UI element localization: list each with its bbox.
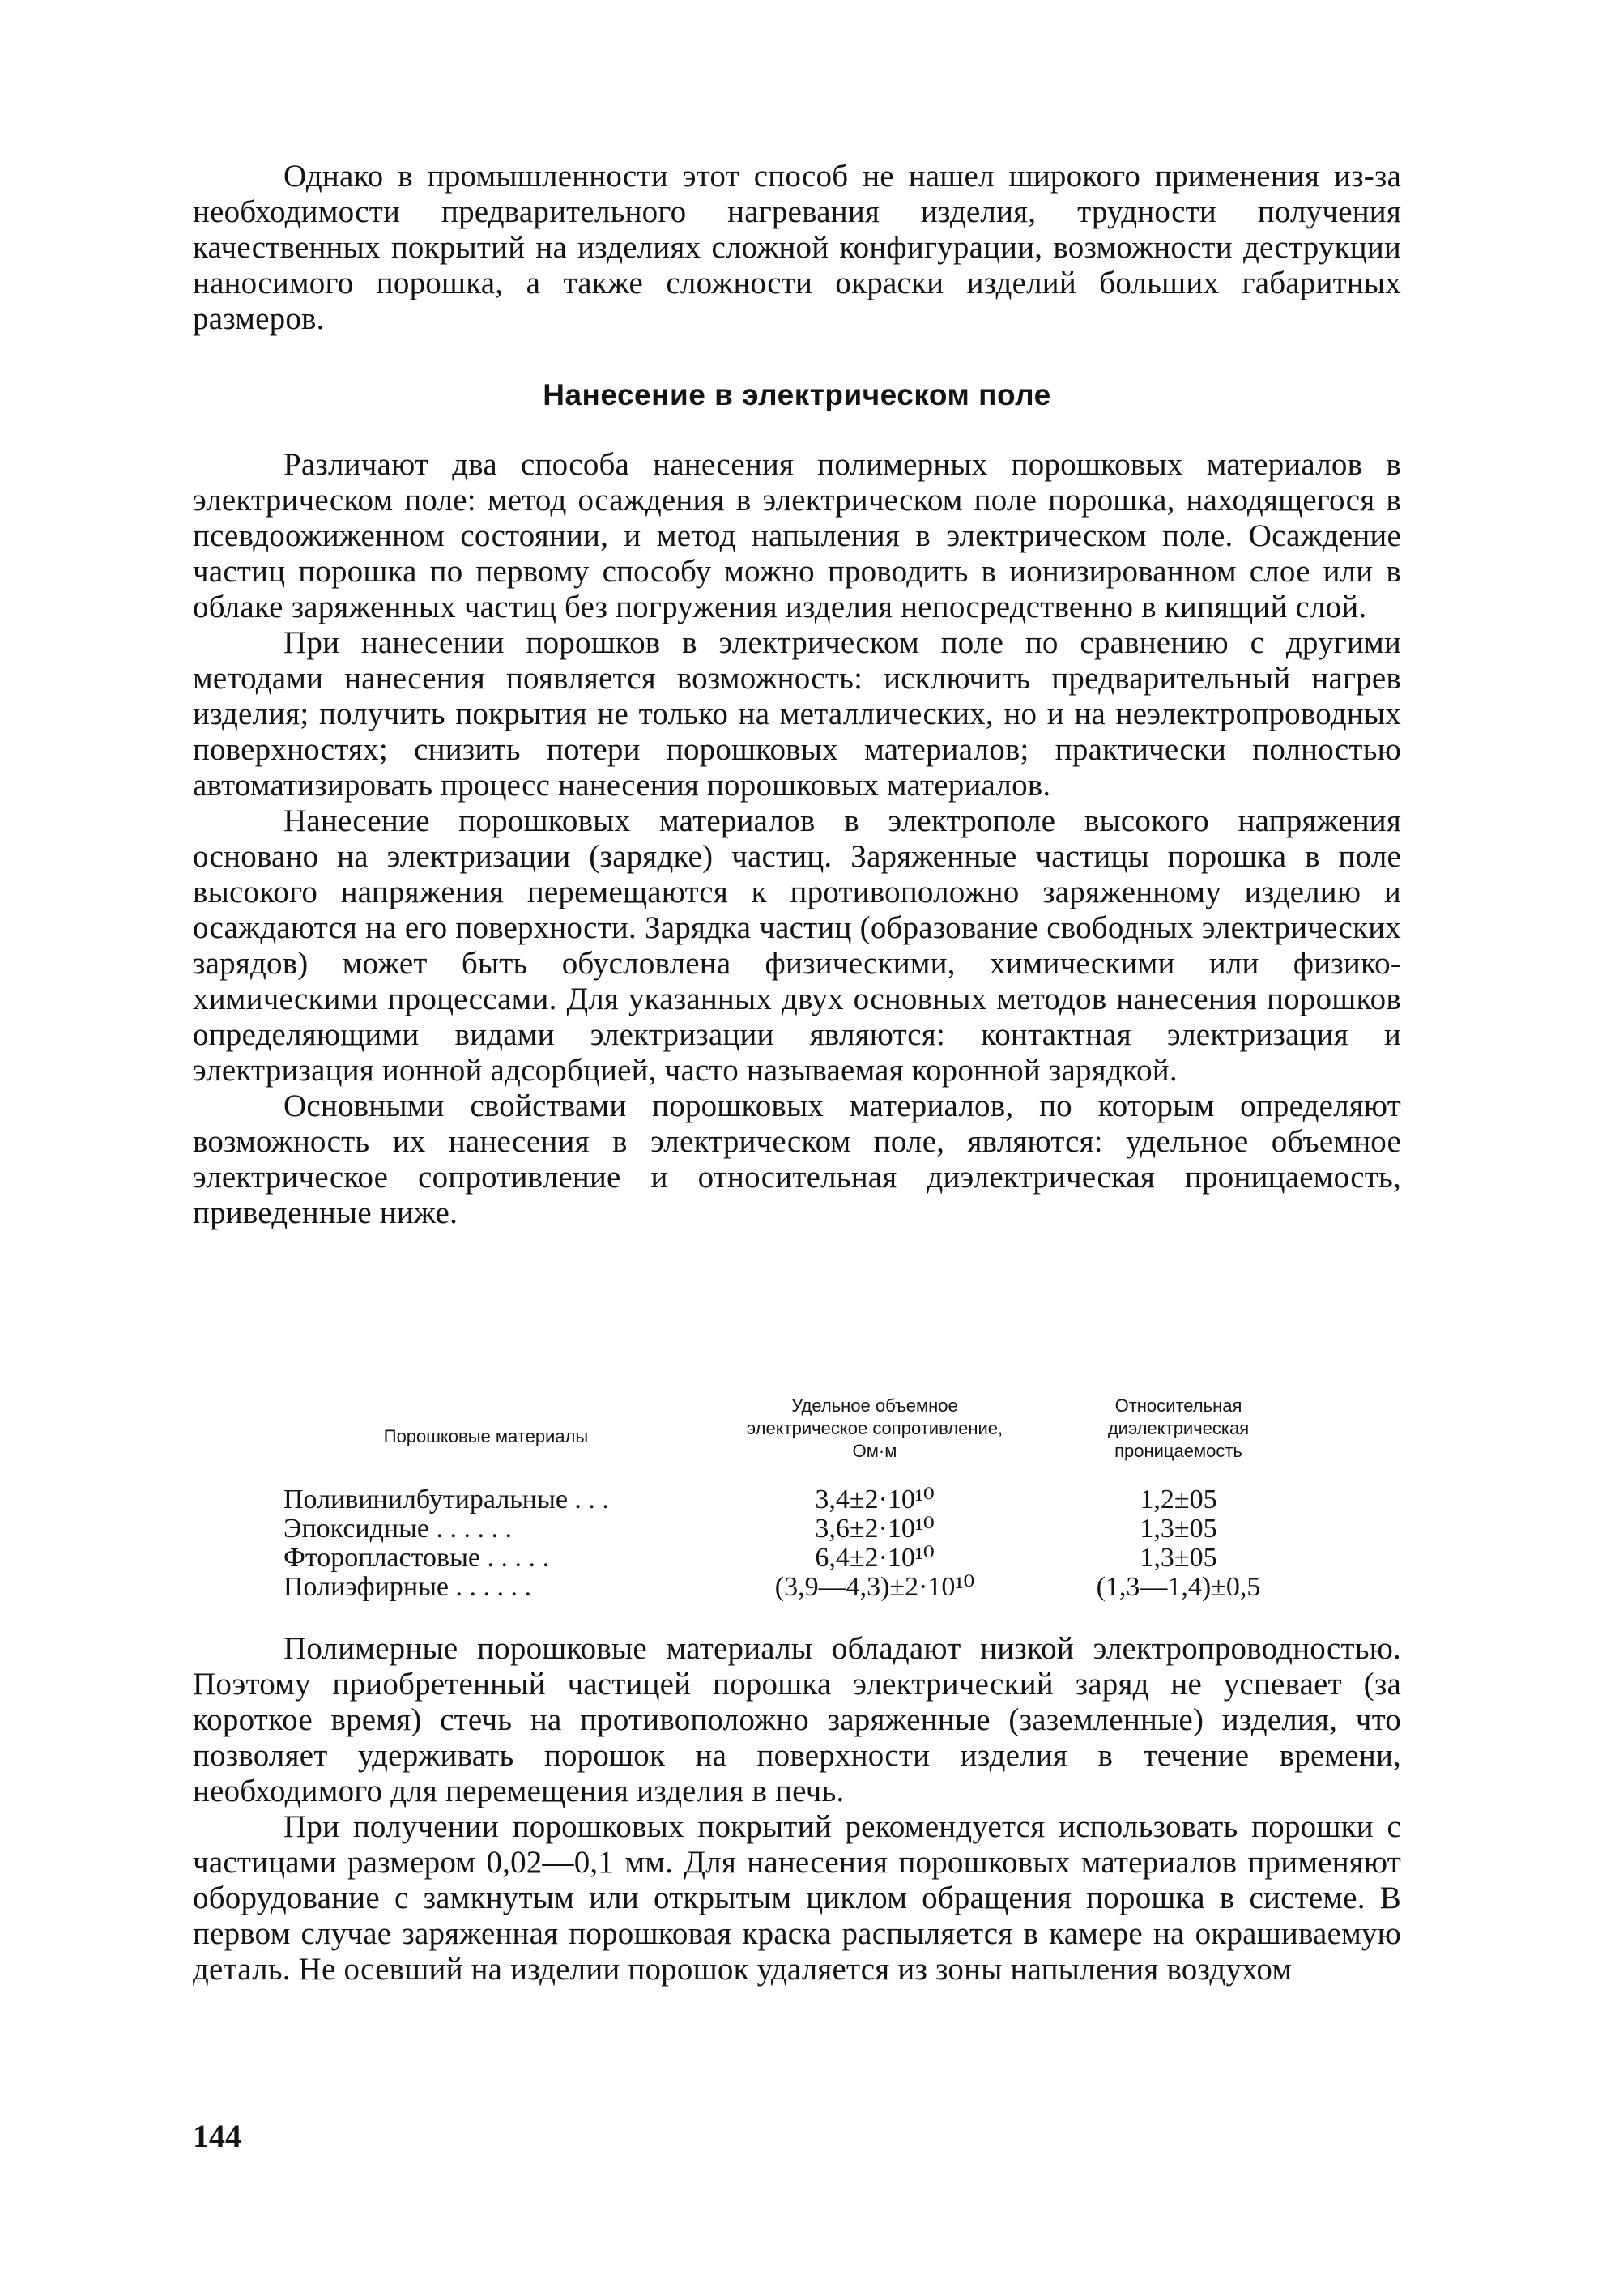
header-resistivity: Удельное объемное электрическое сопротивление, Ом·м (746, 1395, 1003, 1461)
cell-permittivity: 1,2±05 (1140, 1485, 1217, 1514)
cell-resistivity: (3,9—4,3)±2·10¹⁰ (774, 1572, 975, 1602)
section-heading: Нанесение в электрическом поле (543, 378, 1051, 411)
paragraph: Полимерные порошковые материалы обладают низкой электропроводностью. Поэтому приобретенный частицей порошка электрический заряд не успевает (за короткое время) стечь на противоположно заряженные (заземленные) изделия, что позволяет удерживать порошок на поверхности изделия в течение времени, необходимого для перемещения изделия в печь. (193, 1631, 1401, 1808)
table-row (283, 1485, 1312, 1514)
paragraph: Различают два способа нанесения полимерных порошковых материалов в электрическом поле: метод осаждения в электрическом поле порошка, находящегося в псевдоожиженном состоянии, и метод напыления в электрическом поле. Осаждение частиц порошка по первому способу можно проводить в ионизированном слое или в облаке заряженных частиц без погружения изделия непосредственно в кипящий слой. (193, 447, 1401, 624)
page-number: 144 (193, 2118, 241, 2154)
cell-permittivity: (1,3—1,4)±0,5 (1096, 1572, 1261, 1602)
paragraph: Нанесение порошковых материалов в электрополе высокого напряжения основано на электризации (зарядке) частиц. Заряженные частицы порошка в поле высокого напряжения перемещаются к противоположно заряженному изделию и осаждаются на его поверхности. Зарядка частиц (образование свободных электрических зарядов) может быть обусловлена физическими, химическими или физико-химическими процессами. Для указанных двух основных методов нанесения порошков определяющими видами электризации являются: контактная электризация и электризация ионной адсорбцией, часто называемая коронной зарядкой. (193, 803, 1401, 1088)
section-body (193, 447, 1401, 1231)
header-materials: Порошковые материалы (383, 1426, 589, 1446)
cell-permittivity: 1,3±05 (1140, 1543, 1217, 1573)
paragraph: При получении порошковых покрытий рекомендуется использовать порошки с частицами размером 0,02—0,1 мм. Для нанесения порошковых материалов применяют оборудование с замкнутым или открытым циклом обращения порошка в системе. В первом случае заряженная порошковая краска распыляется в камере на окрашиваемую деталь. Не осевший на изделии порошок удаляется из зоны напыления воздухом (193, 1809, 1401, 1987)
cell-material: Поливинилбутиральные . . . (283, 1485, 609, 1514)
cell-material: Полиэфирные . . . . . . (283, 1573, 532, 1602)
cell-resistivity: 3,6±2·10¹⁰ (815, 1514, 935, 1544)
intro-text (193, 159, 1401, 337)
table-row (283, 1514, 1312, 1544)
cell-resistivity: 6,4±2·10¹⁰ (815, 1543, 935, 1573)
table-row (283, 1544, 1312, 1573)
table-header (283, 1395, 1312, 1485)
properties-table (283, 1395, 1312, 1602)
paragraph: При нанесении порошков в электрическом поле по сравнению с другими методами нанесения появляется возможность: исключить предварительный нагрев изделия; получить покрытия не только на металлических, но и на неэлектропроводных поверхностях; снизить потери порошковых материалов; практически полностью автоматизировать процесс нанесения порошковых материалов. (193, 625, 1401, 803)
cell-material: Фторопластовые . . . . . (283, 1544, 550, 1573)
paragraph: Основными свойствами порошковых материалов, по которым определяют возможность их нанесения в электрическом поле, являются: удельное объемное электрическое сопротивление и относительная диэлектрическая проницаемость, приведенные ниже. (193, 1088, 1401, 1230)
cell-material: Эпоксидные . . . . . . (283, 1514, 513, 1544)
table-row (283, 1573, 1312, 1602)
closing-text (193, 1631, 1401, 1987)
paragraph-intro: Однако в промышленности этот способ не нашел широкого применения из-за необходимости предварительного нагревания изделия, трудности получения качественных покрытий на изделиях сложной конфигурации, возможности деструкции наносимого порошка, а также сложности окраски изделий больших габаритных размеров. (193, 159, 1401, 336)
cell-permittivity: 1,3±05 (1140, 1514, 1217, 1544)
cell-resistivity: 3,4±2·10¹⁰ (815, 1485, 935, 1514)
header-permittivity: Относительная диэлектрическая проницаемость (1107, 1395, 1250, 1461)
